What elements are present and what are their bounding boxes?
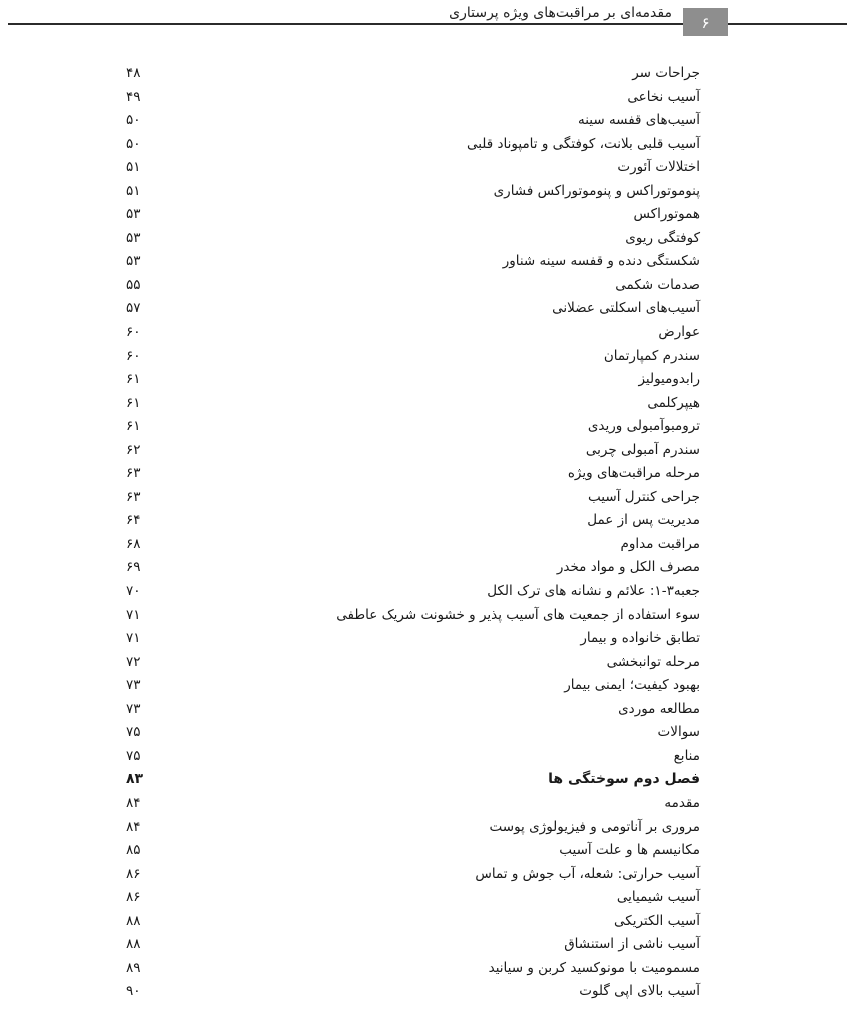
running-title: مقدمه‌ای بر مراقبت‌های ویژه پرستاری (449, 5, 672, 21)
toc-entry (0, 652, 847, 676)
toc-entry-title: تطابق خانواده و بیمار (580, 630, 700, 647)
table-of-contents (0, 63, 847, 1005)
toc-entry (0, 369, 847, 393)
toc-entry (0, 746, 847, 770)
toc-entry-page: ۶۹ (126, 559, 141, 576)
page-number-badge: ۶ (683, 8, 728, 36)
toc-entry-title: هیپرکلمی (647, 394, 700, 411)
toc-entry-page: ۸۶ (126, 889, 141, 906)
toc-entry (0, 346, 847, 370)
toc-entry-title: پنوموتوراکس و پنوموتوراکس فشاری (493, 182, 700, 199)
toc-entry-title: آسیب حرارتی: شعله، آب جوش و تماس (475, 865, 700, 882)
toc-entry-page: ۶۱ (126, 371, 141, 388)
toc-entry (0, 557, 847, 581)
toc-entry-title: بهبود کیفیت؛ ایمنی بیمار (564, 677, 700, 694)
toc-entry-title: اختلالات آئورت (617, 159, 700, 176)
toc-entry (0, 840, 847, 864)
toc-entry-page: ۵۱ (126, 159, 141, 176)
toc-entry (0, 605, 847, 629)
toc-entry-page: ۸۴ (126, 818, 141, 835)
toc-entry-page: ۵۳ (126, 229, 141, 246)
toc-entry-title: آسیب قلبی بلانت، کوفتگی و تامپوناد قلبی (466, 135, 700, 152)
toc-entry-page: ۸۳ (126, 771, 144, 788)
toc-entry (0, 416, 847, 440)
toc-entry-title: مراقبت مداوم (620, 535, 700, 552)
toc-entry-page: ۷۵ (126, 747, 141, 764)
toc-entry-title: آسیب الکتریکی (614, 912, 700, 929)
toc-entry (0, 251, 847, 275)
toc-entry (0, 393, 847, 417)
toc-entry-title: سندرم آمبولی چربی (585, 441, 700, 458)
toc-entry-page: ۶۲ (126, 441, 141, 458)
toc-entry (0, 134, 847, 158)
toc-entry-page: ۶۳ (126, 465, 141, 482)
toc-entry-page: ۶۱ (126, 418, 141, 435)
toc-entry-page: ۵۳ (126, 253, 141, 270)
toc-entry (0, 275, 847, 299)
toc-entry-title: کوفتگی ریوی (625, 229, 700, 246)
toc-entry-page: ۸۶ (126, 865, 141, 882)
toc-entry (0, 581, 847, 605)
toc-entry (0, 298, 847, 322)
toc-entry-title: مروری بر آناتومی و فیزیولوژی پوست (489, 818, 700, 835)
toc-entry-title: صدمات شکمی (615, 276, 700, 293)
toc-entry-page: ۴۹ (126, 88, 141, 105)
toc-entry-title: آسیب ناشی از استنشاق (564, 936, 700, 953)
toc-entry-title: آسیب شیمیایی (616, 889, 700, 906)
toc-entry-title: آسیب‌های اسکلتی عضلانی (552, 300, 700, 317)
toc-entry-page: ۵۰ (126, 112, 141, 129)
toc-entry-page: ۷۰ (126, 583, 141, 600)
toc-entry-page: ۶۴ (126, 512, 141, 529)
toc-entry-title: مکانیسم ها و علت آسیب (559, 842, 700, 859)
toc-entry-page: ۵۷ (126, 300, 141, 317)
toc-entry-title: سندرم کمپارتمان (603, 347, 700, 364)
toc-entry-title: مسمومیت با مونوکسید کربن و سیانید (488, 959, 700, 976)
toc-entry-page: ۷۳ (126, 677, 141, 694)
toc-entry-page: ۸۴ (126, 794, 141, 811)
toc-entry (0, 110, 847, 134)
toc-entry (0, 911, 847, 935)
toc-entry (0, 181, 847, 205)
toc-entry-title: شکستگی دنده و قفسه سینه شناور (502, 253, 700, 270)
toc-entry (0, 157, 847, 181)
toc-entry (0, 722, 847, 746)
toc-entry-title: مرحله توانبخشی (606, 653, 700, 670)
toc-entry-page: ۵۰ (126, 135, 141, 152)
toc-entry-title: جعبه۳-۱: علائم و نشانه های ترک الکل (487, 583, 700, 600)
toc-entry-page: ۷۲ (126, 653, 141, 670)
toc-entry-title: جراحات سر (632, 65, 700, 81)
toc-entry (0, 487, 847, 511)
toc-entry (0, 534, 847, 558)
toc-entry (0, 510, 847, 534)
toc-entry (0, 440, 847, 464)
toc-entry (0, 934, 847, 958)
toc-entry-title: جراحی کنترل آسیب (588, 488, 700, 505)
toc-entry (0, 63, 847, 87)
toc-entry-page: ۶۳ (126, 488, 141, 505)
toc-entry-page: ۶۰ (126, 347, 141, 364)
toc-entry (0, 463, 847, 487)
toc-entry-title: هموتوراکس (633, 206, 700, 223)
toc-entry-title: سوء استفاده از جمعیت های آسیب پذیر و خشونت شریک عاطفی (336, 606, 700, 623)
toc-entry-title: منابع (673, 747, 700, 764)
toc-entry (0, 817, 847, 841)
toc-entry-title: مرحله مراقبت‌های ویژه (567, 465, 700, 482)
toc-entry (0, 322, 847, 346)
toc-entry-page: ۷۵ (126, 724, 141, 741)
toc-entry-page: ۷۱ (126, 606, 141, 623)
toc-entry-title: مطالعه موردی (618, 700, 700, 717)
toc-entry-title: مصرف الکل و مواد مخدر (556, 559, 700, 576)
toc-entry-title: آسیب نخاعی (627, 88, 700, 105)
toc-entry-page: ۵۳ (126, 206, 141, 223)
toc-entry (0, 793, 847, 817)
page-header (0, 0, 847, 40)
toc-entry-title: آسیب‌های قفسه سینه (577, 112, 700, 129)
toc-entry-title: رابدومیولیز (638, 371, 700, 388)
toc-entry-title: عوارض (658, 324, 700, 341)
toc-entry-title: فصل دوم سوختگی ها (548, 771, 700, 788)
toc-entry (0, 87, 847, 111)
toc-entry (0, 864, 847, 888)
toc-entry-page: ۸۸ (126, 936, 141, 953)
toc-entry (0, 958, 847, 982)
toc-entry-page: ۵۱ (126, 182, 141, 199)
toc-entry-page: ۸۸ (126, 912, 141, 929)
toc-entry-page: ۶۰ (126, 324, 141, 341)
toc-entry (0, 887, 847, 911)
toc-chapter-heading (0, 769, 847, 793)
toc-entry-page: ۴۸ (126, 65, 141, 81)
toc-entry (0, 675, 847, 699)
toc-entry-page: ۶۱ (126, 394, 141, 411)
toc-entry-page: ۷۳ (126, 700, 141, 717)
toc-entry-page: ۷۱ (126, 630, 141, 647)
toc-entry-title: ترومبوآمبولی وریدی (587, 418, 700, 435)
toc-entry (0, 228, 847, 252)
toc-entry (0, 699, 847, 723)
toc-entry-page: ۹۰ (126, 983, 141, 1000)
toc-entry-title: سوالات (657, 724, 700, 741)
toc-entry (0, 628, 847, 652)
toc-entry-title: مقدمه (664, 794, 700, 811)
toc-entry (0, 981, 847, 1005)
toc-entry-page: ۶۸ (126, 535, 141, 552)
toc-entry-title: آسیب بالای اپی گلوت (579, 983, 700, 1000)
toc-entry-page: ۸۵ (126, 842, 141, 859)
toc-entry-page: ۵۵ (126, 276, 141, 293)
toc-entry-page: ۸۹ (126, 959, 141, 976)
toc-entry (0, 204, 847, 228)
toc-entry-title: مدیریت پس از عمل (587, 512, 700, 529)
